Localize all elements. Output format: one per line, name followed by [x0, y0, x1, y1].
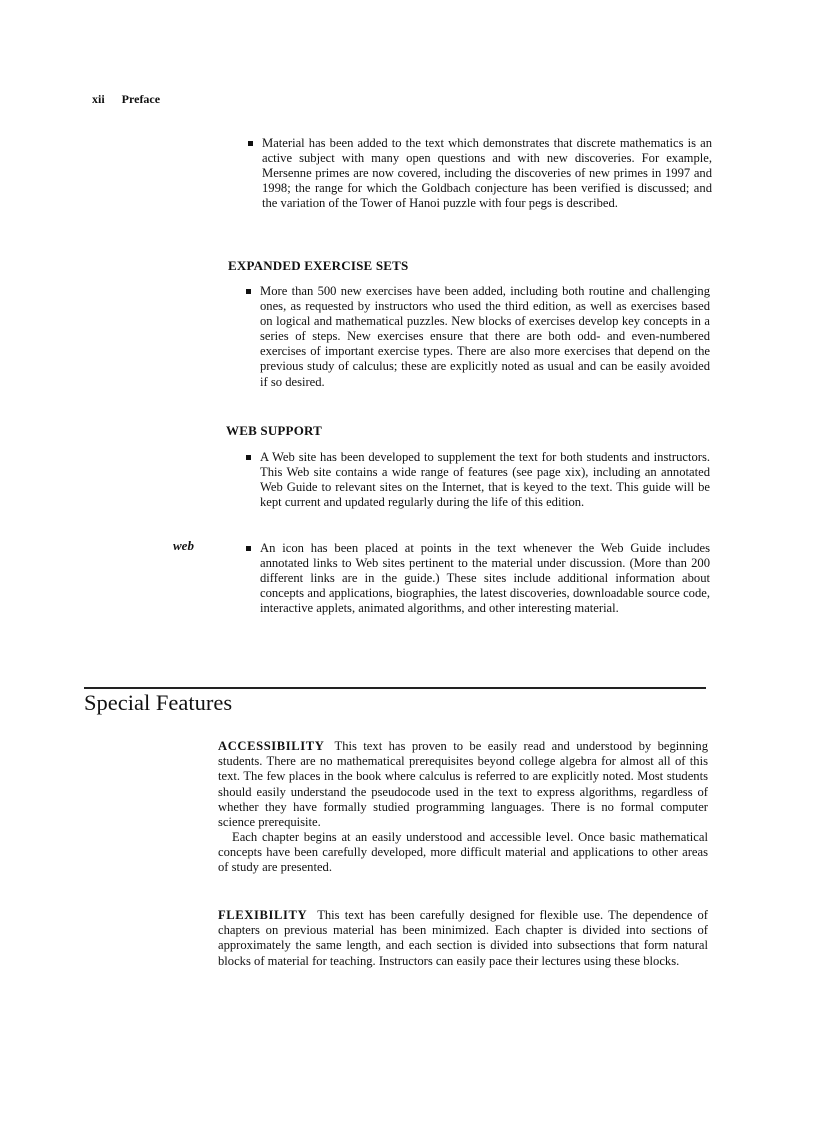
web-bullet-list: [0, 450, 816, 510]
web-margin-icon: web: [173, 538, 194, 553]
page-header: [92, 92, 160, 107]
running-title: Preface: [121, 92, 161, 106]
paragraph-flexibility: [218, 908, 708, 969]
intro-bullet-list: [0, 136, 816, 211]
heading-expanded-exercise-sets: EXPANDED EXERCISE SETS: [228, 258, 409, 273]
bullet-discrete-math: Material has been added to the text which demonstrates that discrete mathematics is an active subject with many open questions and with new discoveries. For example, Mersenne primes are now covered, including the discoveries of new primes in 1997 and 1998; the range for which the Goldbach conjecture has been verified is discussed; and the variation of the Tower of Hanoi puzzle with four pegs is described.: [262, 136, 712, 211]
lead-flexibility: FLEXIBILITY: [218, 908, 308, 922]
expanded-bullet-list: [0, 284, 816, 390]
section-rule: [84, 687, 706, 689]
web-bullet-list-2: [0, 541, 816, 616]
text-flexibility: This text has been carefully designed for flexible use. The dependence of chapters on previous material has been minimized. Each chapter is divided into sections of approximately the same length, and each section is divided into subsections that form natural blocks of material for teaching. Instructors can easily pace their lectures using these blocks.: [218, 908, 708, 968]
page-number: xii: [92, 92, 105, 106]
paragraph-accessibility-2: Each chapter begins at an easily understood and accessible level. Once basic mathematical concepts have been carefully developed, more difficult material and applications to other areas of study are presented.: [218, 830, 708, 875]
bullet-web-site: A Web site has been developed to supplement the text for both students and instructors. This Web site contains a wide range of features (see page xix), including an annotated Web Guide to relevant sites on the Internet, that is keyed to the text. This guide will be kept current and updated regularly during the life of this edition.: [260, 450, 710, 510]
paragraph-accessibility: [218, 739, 708, 830]
bullet-new-exercises: More than 500 new exercises have been added, including both routine and challenging ones, as requested by instructors who used the third edition, as well as exercises based on logical and mathematical puzzles. New blocks of exercises develop key concepts in a series of steps. New exercises ensure that there are both odd- and even-numbered exercises of important exercise types. There are also more exercises that depend on the previous study of calculus; these are explicitly noted as usual and can be easily avoided if so desired.: [260, 284, 710, 389]
lead-accessibility: ACCESSIBILITY: [218, 739, 325, 753]
heading-web-support: WEB SUPPORT: [226, 423, 323, 438]
section-title-special-features: Special Features: [84, 690, 233, 715]
text-accessibility: This text has proven to be easily read and understood by beginning students. There are no mathematical prerequisites beyond college algebra for almost all of this text. The few places in the book where calculus is referred to are explicitly noted. Most students should easily understand the pseudocode used in the text to express algorithms, regardless of whether they have formally studied programming languages. There is no formal computer science prerequisite.: [218, 739, 708, 830]
bullet-web-icon: An icon has been placed at points in the text whenever the Web Guide includes annotated links to Web sites pertinent to the material under discussion. (More than 200 different links are in the guide.) These sites include additional information about concepts and applications, biographies, the latest discoveries, downloadable source code, interactive applets, animated algorithms, and other interesting material.: [260, 541, 710, 616]
